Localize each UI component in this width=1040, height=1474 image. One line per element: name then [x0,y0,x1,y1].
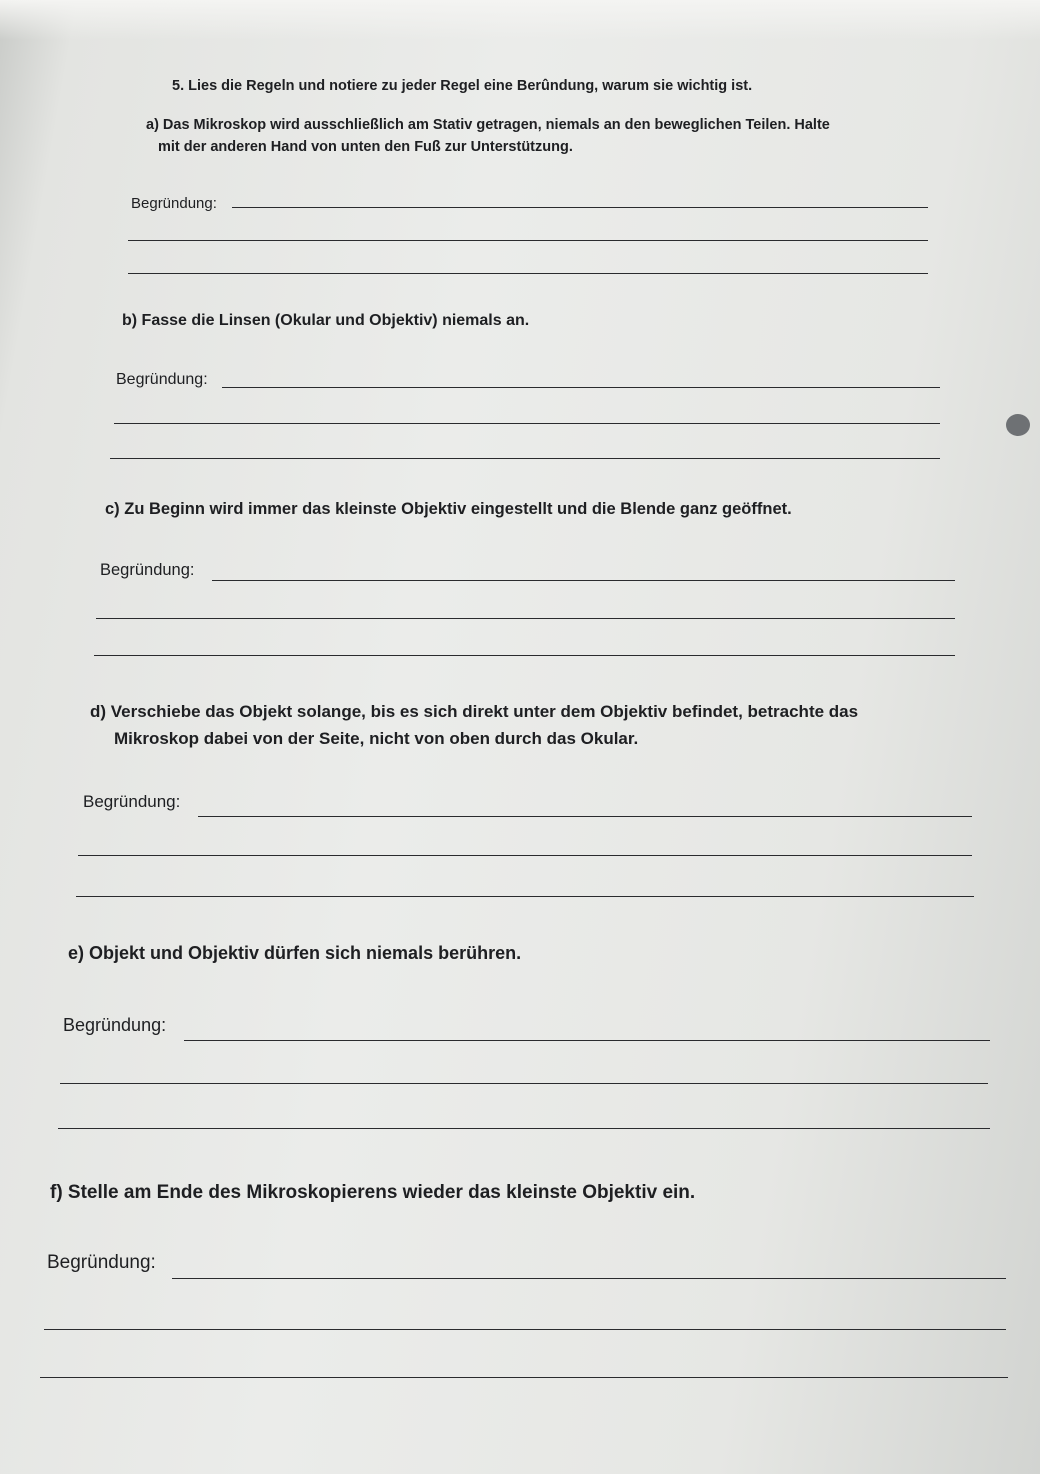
answer-line[interactable] [184,1040,990,1041]
answer-line[interactable] [96,618,955,619]
answer-line[interactable] [110,458,940,459]
rule-a-line-1: a) Das Mikroskop wird ausschließlich am Stativ getragen, niemals an den beweglichen Teilen. Halte [146,117,830,133]
answer-line[interactable] [114,423,940,424]
rule-a-line-2: mit der anderen Hand von unten den Fuß zur Unterstützung. [158,139,573,155]
answer-line[interactable] [78,855,972,856]
rule-d-label: Begründung: [83,792,181,811]
rule-a-label: Begründung: [131,195,217,212]
paper-edge [0,0,1040,40]
rule-f-label: Begründung: [47,1252,156,1273]
answer-line[interactable] [94,655,955,656]
answer-line[interactable] [198,816,972,817]
answer-line[interactable] [40,1377,1008,1378]
answer-line[interactable] [44,1329,1006,1330]
rule-e-line-1: e) Objekt und Objektiv dürfen sich niemals berühren. [68,943,522,963]
answer-line[interactable] [58,1128,990,1129]
answer-line[interactable] [60,1083,988,1084]
answer-line[interactable] [76,896,974,897]
rule-c-label: Begründung: [100,561,195,579]
task-title: 5. Lies die Regeln und notiere zu jeder Regel eine Berûndung, warum sie wichtig ist. [172,78,753,94]
rule-d-line-1: d) Verschiebe das Objekt solange, bis es sich direkt unter dem Objektiv befindet, betrachte das [90,702,859,721]
rule-b-line-1: b) Fasse die Linsen (Okular und Objektiv) niemals an. [122,312,530,329]
answer-line[interactable] [232,207,928,208]
rule-d-line-2: Mikroskop dabei von der Seite, nicht von oben durch das Okular. [114,729,639,748]
answer-line[interactable] [222,387,940,388]
answer-line[interactable] [128,273,928,274]
answer-line[interactable] [212,580,955,581]
rule-f-line-1: f) Stelle am Ende des Mikroskopierens wieder das kleinste Objektiv ein. [50,1182,696,1203]
answer-line[interactable] [128,240,928,241]
hole-punch [1006,414,1030,436]
rule-e-label: Begründung: [63,1015,167,1035]
rule-c-line-1: c) Zu Beginn wird immer das kleinste Objektiv eingestellt und die Blende ganz geöffnet. [105,500,792,518]
answer-line[interactable] [172,1278,1006,1279]
rule-b-label: Begründung: [116,371,208,388]
